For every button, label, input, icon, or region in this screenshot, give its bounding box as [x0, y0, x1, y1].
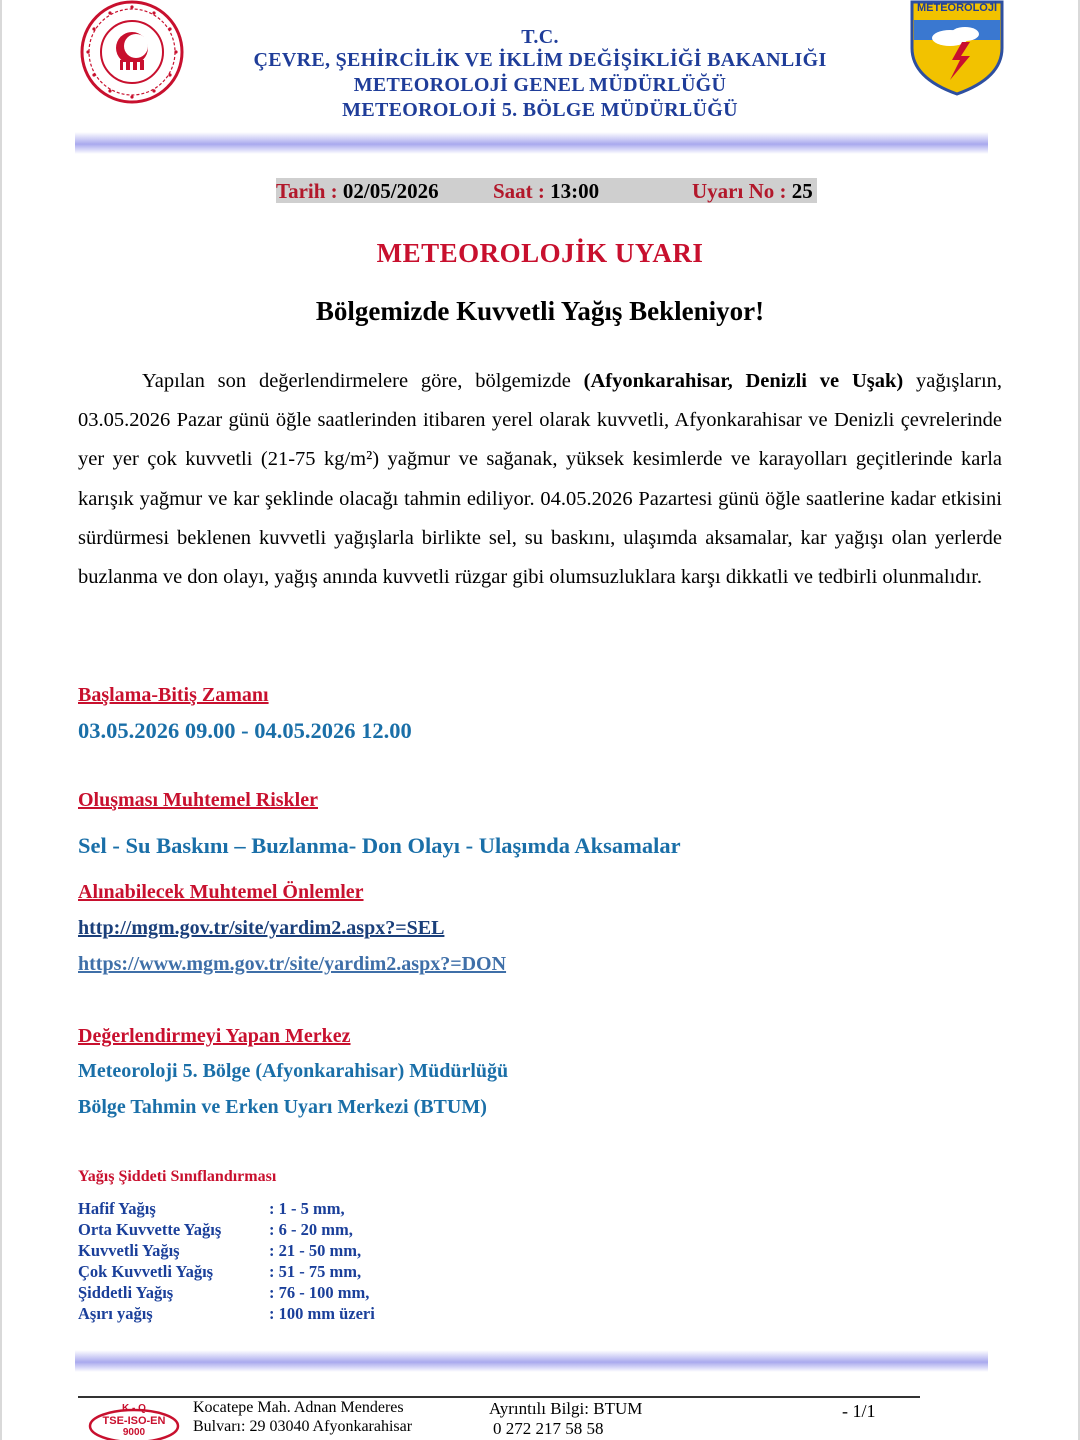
cert-bot-text: 9000: [122, 1427, 146, 1438]
warning-body: [78, 362, 1002, 597]
date-label: Tarih :: [276, 179, 338, 203]
classification-value: : 6 - 20 mm,: [269, 1220, 353, 1239]
date-group: [276, 179, 439, 204]
classification-value: : 100 mm üzeri: [269, 1304, 375, 1323]
classification-label: Aşırı yağış: [78, 1304, 153, 1323]
meta-bar: [276, 178, 817, 203]
date-value: 02/05/2026: [342, 179, 439, 203]
time-group: [493, 179, 599, 204]
measures-section-heading: Alınabilecek Muhtemel Önlemler: [78, 881, 364, 903]
body-part2: yağışların, 03.05.2026 Pazar günü öğle saatlerinden itibaren yerel olarak kuvvetli, Afyonkarahisar ve Denizli çevrelerinde yer yer çok kuvvetli (21-75 kg/m²) yağmur ve sağanak, yüksek kesimlerde ve karayolları geçitlerinde karla karışık yağmur ve kar şeklinde olacağı tahmin ediliyor. 04.05.2026 Pazartesi günü öğle saatlerine kadar etkisini sürdürmesi beklenen kuvvetli yağışlarla birlikte sel, su baskını, ulaşımda aksamalar, kar yağışı olan yerlerde buzlanma ve don olayı, yağış anında kuvvetli rüzgar gibi olumsuzluklara karşı dikkatli ve tedbirli olunmalıdır.: [78, 370, 1003, 589]
header-region: METEOROLOJİ 5. BÖLGE MÜDÜRLÜĞÜ: [342, 99, 738, 121]
header-directorate: METEOROLOJİ GENEL MÜDÜRLÜĞÜ: [353, 74, 727, 96]
cert-top-text: K - Q: [122, 1403, 146, 1414]
footer-address-line1: Kocatepe Mah. Adnan Menderes: [193, 1399, 404, 1416]
tse-certificate-icon: [88, 1402, 180, 1440]
header-tc: T.C.: [521, 26, 559, 48]
link-sel[interactable]: http://mgm.gov.tr/site/yardim2.aspx?=SEL: [78, 917, 445, 939]
header-ministry: ÇEVRE, ŞEHİRCİLİK VE İKLİM DEĞİŞİKLİĞİ BAKANLIĞI: [253, 49, 827, 71]
time-section-value: 03.05.2026 09.00 - 04.05.2026 12.00: [78, 718, 412, 743]
classification-value: : 51 - 75 mm,: [269, 1262, 362, 1281]
footer-page-number: - 1/1: [842, 1401, 876, 1421]
time-value: 13:00: [550, 179, 600, 203]
cert-mid-text: TSE-ISO-EN: [102, 1415, 166, 1427]
risk-section-value: Sel - Su Baskını – Buzlanma- Don Olayı - Ulaşımda Aksamalar: [78, 833, 681, 858]
time-section-heading: Başlama-Bitiş Zamanı: [78, 684, 269, 706]
warning-title: METEOROLOJİK UYARI: [376, 238, 704, 268]
warning-subtitle: Bölgemizde Kuvvetli Yağış Bekleniyor!: [315, 296, 765, 326]
footer-rule: [78, 1396, 920, 1398]
body-part1: Yapılan son değerlendirmelere göre, bölgemizde: [142, 370, 584, 392]
classification-title: Yağış Şiddeti Sınıflandırması: [78, 1168, 277, 1185]
classification-value: : 1 - 5 mm,: [269, 1199, 345, 1218]
link-don[interactable]: https://www.mgm.gov.tr/site/yardim2.aspx?=DON: [78, 953, 507, 975]
classification-label: Orta Kuvvette Yağış: [78, 1220, 222, 1239]
classification-label: Hafif Yağış: [78, 1199, 156, 1218]
classification-value: : 76 - 100 mm,: [269, 1283, 370, 1302]
warning-value: 25: [791, 179, 813, 203]
time-label: Saat :: [493, 179, 545, 203]
warning-group: [692, 179, 813, 204]
warning-label: Uyarı No :: [692, 179, 787, 203]
logo-text: METEOROLOJİ: [916, 2, 998, 14]
classification-label: Çok Kuvvetli Yağış: [78, 1262, 214, 1281]
footer-address-line2: Bulvarı: 29 03040 Afyonkarahisar: [193, 1418, 413, 1435]
header-separator: [75, 132, 988, 154]
footer-info-label: Ayrıntılı Bilgi: BTUM: [489, 1399, 643, 1418]
footer-separator: [75, 1350, 988, 1372]
center-line1: Meteoroloji 5. Bölge (Afyonkarahisar) Müdürlüğü: [78, 1060, 509, 1082]
center-section-heading: Değerlendirmeyi Yapan Merkez: [78, 1025, 351, 1047]
footer-phone: 0 272 217 58 58: [493, 1419, 604, 1438]
risk-section-heading: Oluşması Muhtemel Riskler: [78, 789, 318, 811]
center-line2: Bölge Tahmin ve Erken Uyarı Merkezi (BTUM): [78, 1096, 487, 1118]
classification-label: Şiddetli Yağış: [78, 1283, 174, 1302]
body-provinces: (Afyonkarahisar, Denizli ve Uşak): [583, 370, 904, 392]
page-edge-left: [0, 0, 2, 1440]
classification-value: : 21 - 50 mm,: [269, 1241, 362, 1260]
classification-label: Kuvvetli Yağış: [78, 1241, 180, 1260]
